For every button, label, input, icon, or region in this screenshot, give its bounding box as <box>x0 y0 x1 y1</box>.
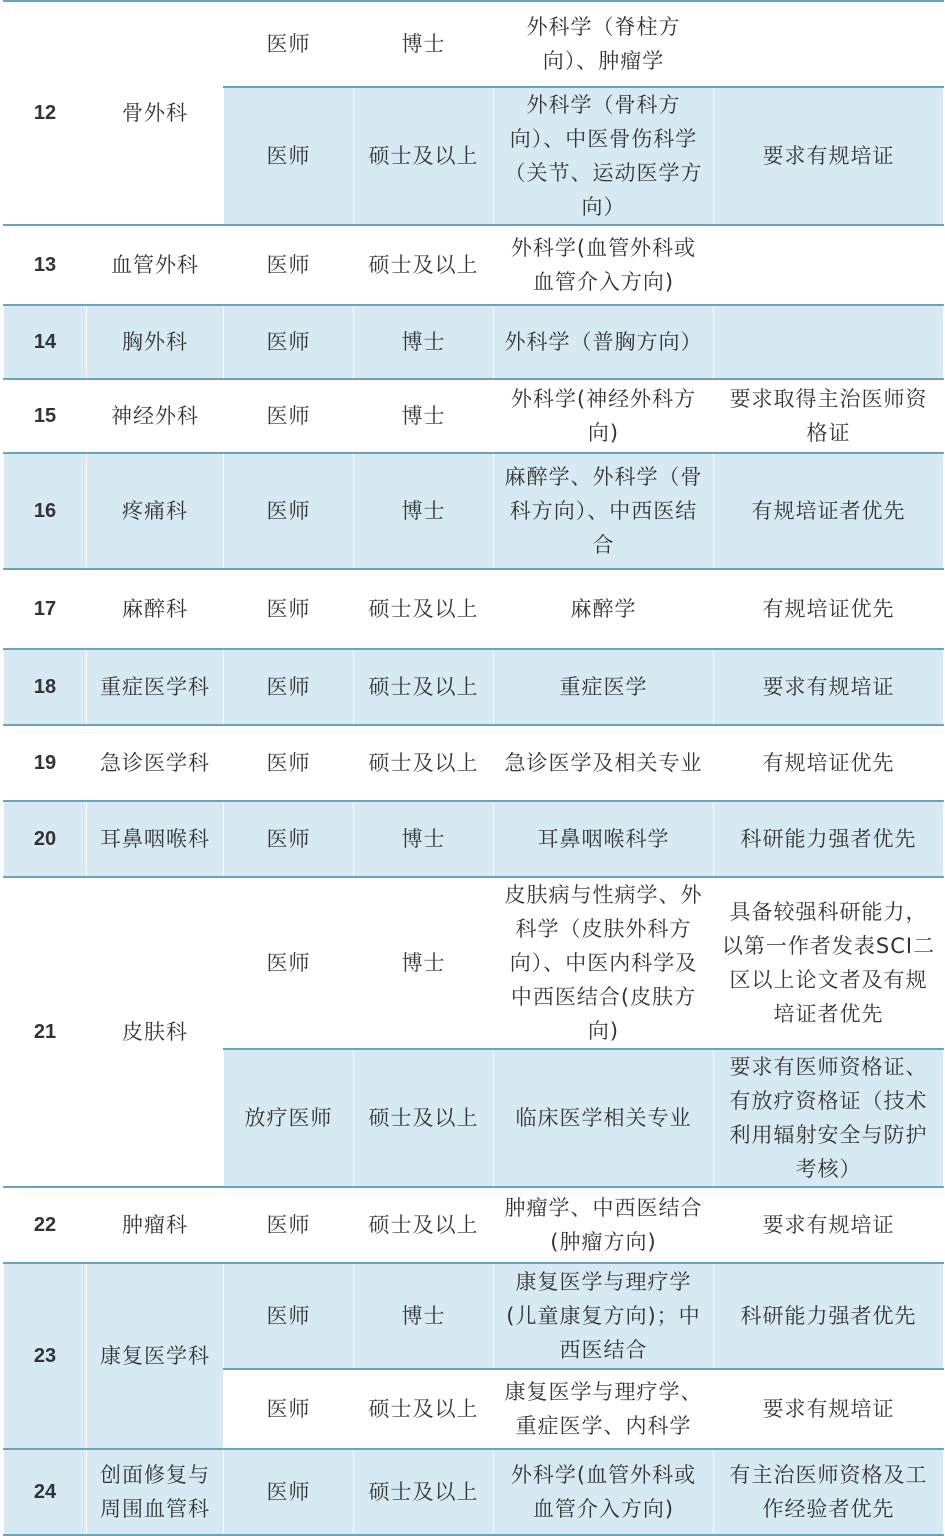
department-cell: 耳鼻咽喉科 <box>87 801 224 877</box>
department-cell: 创面修复与周围血管科 <box>87 1449 224 1535</box>
position-cell: 医师 <box>224 801 354 877</box>
note-cell: 要求有规培证 <box>714 649 944 725</box>
note-cell <box>714 225 944 305</box>
note-cell: 有规培证优先 <box>714 569 944 649</box>
major-cell: 皮肤病与性病学、外科学（皮肤外科方向）、中医内科学及中西医结合(皮肤方向) <box>494 877 714 1049</box>
department-cell: 骨外科 <box>87 1 224 225</box>
position-cell: 医师 <box>224 649 354 725</box>
degree-cell: 博士 <box>354 877 494 1049</box>
major-cell: 重症医学 <box>494 649 714 725</box>
department-cell: 皮肤科 <box>87 877 224 1187</box>
recruitment-table <box>3 0 944 1536</box>
row-number: 14 <box>4 305 87 379</box>
position-cell: 医师 <box>224 453 354 569</box>
major-cell: 外科学(血管外科或血管介入方向) <box>494 1449 714 1535</box>
note-cell: 要求有规培证 <box>714 1187 944 1263</box>
row-number: 21 <box>4 877 87 1187</box>
table-row <box>4 379 944 453</box>
department-cell: 急诊医学科 <box>87 725 224 801</box>
table-row <box>4 877 944 1049</box>
table-row <box>4 1187 944 1263</box>
row-number: 24 <box>4 1449 87 1535</box>
table-row <box>4 453 944 569</box>
major-cell: 外科学（普胸方向） <box>494 305 714 379</box>
position-cell: 医师 <box>224 379 354 453</box>
note-cell: 具备较强科研能力，以第一作者发表SCI二区以上论文者及有规培证者优先 <box>714 877 944 1049</box>
degree-cell: 硕士及以上 <box>354 569 494 649</box>
department-cell: 康复医学科 <box>87 1263 224 1449</box>
row-number: 20 <box>4 801 87 877</box>
note-cell <box>714 305 944 379</box>
degree-cell: 博士 <box>354 379 494 453</box>
position-cell: 医师 <box>224 877 354 1049</box>
row-number: 15 <box>4 379 87 453</box>
major-cell: 康复医学与理疗学、重症医学、内科学 <box>494 1369 714 1449</box>
row-number: 18 <box>4 649 87 725</box>
department-cell: 肿瘤科 <box>87 1187 224 1263</box>
position-cell: 医师 <box>224 87 354 225</box>
department-cell: 神经外科 <box>87 379 224 453</box>
department-cell: 疼痛科 <box>87 453 224 569</box>
table-row <box>4 305 944 379</box>
degree-cell: 硕士及以上 <box>354 725 494 801</box>
major-cell: 外科学(血管外科或血管介入方向) <box>494 225 714 305</box>
degree-cell: 硕士及以上 <box>354 1369 494 1449</box>
note-cell: 有规培证者优先 <box>714 453 944 569</box>
row-number: 19 <box>4 725 87 801</box>
major-cell: 外科学(神经外科方向) <box>494 379 714 453</box>
major-cell: 康复医学与理疗学(儿童康复方向)；中西医结合 <box>494 1263 714 1369</box>
position-cell: 医师 <box>224 225 354 305</box>
position-cell: 医师 <box>224 725 354 801</box>
note-cell: 科研能力强者优先 <box>714 1263 944 1369</box>
table-row <box>4 1263 944 1369</box>
row-number: 16 <box>4 453 87 569</box>
degree-cell: 博士 <box>354 305 494 379</box>
degree-cell: 博士 <box>354 1263 494 1369</box>
position-cell: 医师 <box>224 1187 354 1263</box>
note-cell: 有主治医师资格及工作经验者优先 <box>714 1449 944 1535</box>
table-row <box>4 225 944 305</box>
position-cell: 医师 <box>224 1369 354 1449</box>
degree-cell: 硕士及以上 <box>354 1049 494 1187</box>
degree-cell: 博士 <box>354 801 494 877</box>
major-cell: 麻醉学、外科学（骨科方向）、中西医结合 <box>494 453 714 569</box>
table-row <box>4 1 944 87</box>
note-cell: 要求有规培证 <box>714 1369 944 1449</box>
position-cell: 医师 <box>224 1449 354 1535</box>
degree-cell: 博士 <box>354 1 494 87</box>
major-cell: 临床医学相关专业 <box>494 1049 714 1187</box>
note-cell: 科研能力强者优先 <box>714 801 944 877</box>
department-cell: 麻醉科 <box>87 569 224 649</box>
row-number: 23 <box>4 1263 87 1449</box>
department-cell: 重症医学科 <box>87 649 224 725</box>
row-number: 17 <box>4 569 87 649</box>
position-cell: 医师 <box>224 569 354 649</box>
department-cell: 胸外科 <box>87 305 224 379</box>
position-cell: 医师 <box>224 305 354 379</box>
table-row <box>4 569 944 649</box>
note-cell: 要求有规培证 <box>714 87 944 225</box>
row-number: 22 <box>4 1187 87 1263</box>
degree-cell: 硕士及以上 <box>354 225 494 305</box>
major-cell: 麻醉学 <box>494 569 714 649</box>
table-row <box>4 1449 944 1535</box>
position-cell: 医师 <box>224 1 354 87</box>
major-cell: 肿瘤学、中西医结合(肿瘤方向) <box>494 1187 714 1263</box>
degree-cell: 硕士及以上 <box>354 1187 494 1263</box>
department-cell: 血管外科 <box>87 225 224 305</box>
major-cell: 耳鼻咽喉科学 <box>494 801 714 877</box>
row-number: 12 <box>4 1 87 225</box>
table-row <box>4 725 944 801</box>
note-cell: 有规培证优先 <box>714 725 944 801</box>
degree-cell: 硕士及以上 <box>354 87 494 225</box>
note-cell: 要求取得主治医师资格证 <box>714 379 944 453</box>
major-cell: 外科学（脊柱方向）、肿瘤学 <box>494 1 714 87</box>
table-row <box>4 801 944 877</box>
note-cell: 要求有医师资格证、有放疗资格证（技术利用辐射安全与防护考核） <box>714 1049 944 1187</box>
major-cell: 急诊医学及相关专业 <box>494 725 714 801</box>
position-cell: 放疗医师 <box>224 1049 354 1187</box>
degree-cell: 硕士及以上 <box>354 649 494 725</box>
degree-cell: 博士 <box>354 453 494 569</box>
table-row <box>4 649 944 725</box>
major-cell: 外科学（骨科方向）、中医骨伤科学（关节、运动医学方向） <box>494 87 714 225</box>
position-cell: 医师 <box>224 1263 354 1369</box>
degree-cell: 硕士及以上 <box>354 1449 494 1535</box>
row-number: 13 <box>4 225 87 305</box>
note-cell <box>714 1 944 87</box>
